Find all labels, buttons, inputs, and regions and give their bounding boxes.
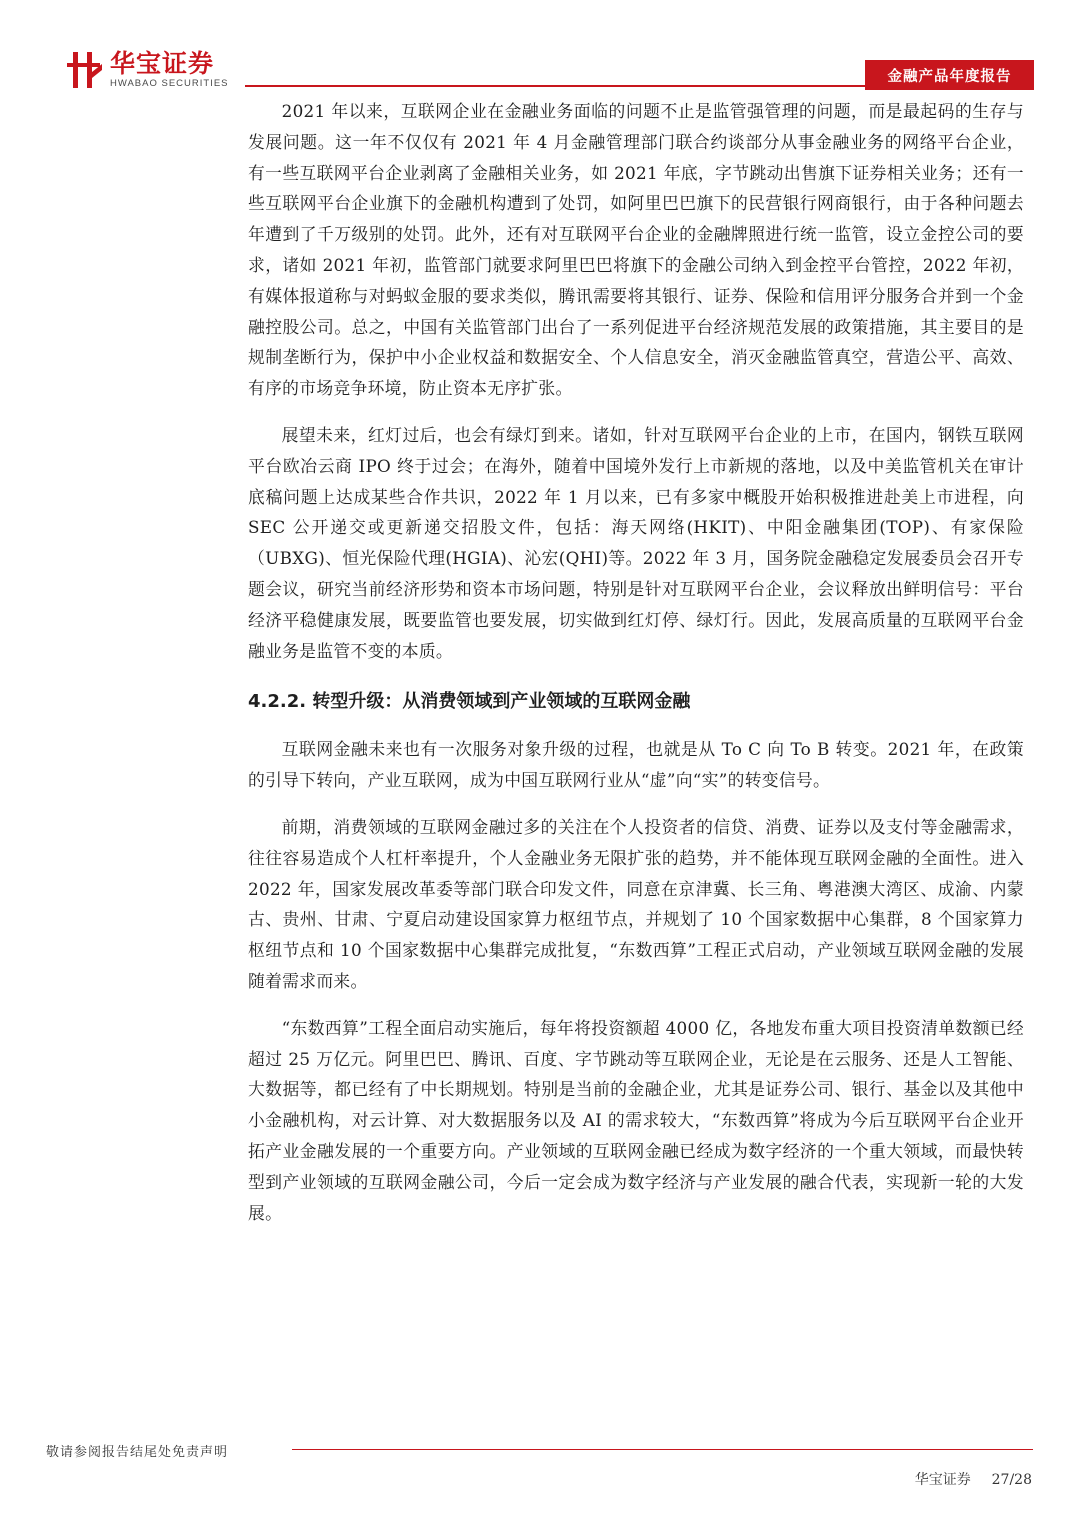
body-paragraph: 2021 年以来，互联网企业在金融业务面临的问题不止是监管强管理的问题，而是最起码的生存与发展问题。这一年不仅仅有 2021 年 4 月金融管理部门联合约谈部分从事金融业务的网络平台企业，有一些互联网平台企业剥离了金融相关业务，如 2021 年底，字节跳动出售旗下证券相关业务；还有一些互联网平台企业旗下的金融机构遭到了处罚，如阿里巴巴旗下的民营银行网商银行，由于各种问题去年遭到了千万级别的处罚。此外，还有对互联网平台企业的金融牌照进行统一监管，设立金控公司的要求，诸如 2021 年初，监管部门就要求阿里巴巴将旗下的金融公司纳入到金控平台管控，2022 年初，有媒体报道称与对蚂蚁金服的要求类似，腾讯需要将其银行、证券、保险和信用评分服务合并到一个金融控股公司。总之，中国有关监管部门出台了一系列促进平台经济规范发展的政策措施，其主要目的是规制垄断行为，保护中小企业权益和数据安全、个人信息安全，消灭金融监管真空，营造公平、高效、有序的市场竞争环境，防止资本无序扩张。 [248, 101, 1024, 399]
header-divider [245, 85, 865, 87]
page-header [0, 0, 1080, 100]
body-paragraph: 前期，消费领域的互联网金融过多的关注在个人投资者的信贷、消费、证券以及支付等金融需求，往往容易造成个人杠杆率提升，个人金融业务无限扩张的趋势，并不能体现互联网金融的全面性。进入 2022 年，国家发展改革委等部门联合印发文件，同意在京津冀、长三角、粤港澳大湾区、成渝、内蒙古、贵州、甘肃、宁夏启动建设国家算力枢纽节点，并规划了 10 个国家数据中心集群，8 个国家算力枢纽节点和 10 个国家数据中心集群完成批复，“东数西算”工程正式启动，产业领域互联网金融的发展随着需求而来。 [248, 816, 1024, 991]
footer-divider [292, 1449, 1033, 1450]
logo-mark-icon [66, 50, 104, 90]
body-paragraph: 互联网金融未来也有一次服务对象升级的过程，也就是从 To C 向 To B 转变。2021 年，在政策的引导下转向，产业互联网，成为中国互联网行业从“虚”向“实”的转变信号。 [248, 739, 1024, 791]
section-heading: 4.2.2. 转型升级：从消费领域到产业领域的互联网金融 [248, 691, 691, 713]
body-paragraph: “东数西算”工程全面启动实施后，每年将投资额超 4000 亿，各地发布重大项目投资清单数额已经超过 25 万亿元。阿里巴巴、腾讯、百度、字节跳动等互联网企业，无论是在云服务、还是人工智能、大数据等，都已经有了中长期规划。特别是当前的金融企业，尤其是证券公司、银行、基金以及其他中小金融机构，对云计算、对大数据服务以及 AI 的需求较大，“东数西算”将成为今后互联网平台企业开拓产业金融发展的一个重要方向。产业领域的互联网金融已经成为数字经济的一个重大领域，而最快转型到产业领域的互联网金融公司，今后一定会成为数字经济与产业发展的融合代表，实现新一轮的大发展。 [248, 1017, 1024, 1223]
body-paragraph: 展望未来，红灯过后，也会有绿灯到来。诸如，针对互联网平台企业的上市，在国内，钢铁互联网平台欧冶云商 IPO 终于过会；在海外，随着中国境外发行上市新规的落地，以及中美监管机关在审计底稿问题上达成某些合作共识，2022 年 1 月以来，已有多家中概股开始积极推进赴美上市进程，向 SEC 公开递交或更新递交招股文件，包括：海天网络(HKIT)、中阳金融集团(TOP)、有家保险（UBXG)、恒光保险代理(HGIA)、沁宏(QHI)等。2022 年 3 月，国务院金融稳定发展委员会召开专题会议，研究当前经济形势和资本市场问题，特别是针对互联网平台企业，会议释放出鲜明信号：平台经济平稳健康发展，既要监管也要发展，切实做到红灯停、绿灯行。因此，发展高质量的互联网平台金融业务是监管不变的本质。 [248, 424, 1024, 661]
footer-page-info [915, 1469, 1032, 1489]
footer-company: 华宝证券 [914, 1472, 971, 1488]
logo-english-name: HWABAO SECURITIES [110, 78, 229, 89]
logo-chinese-name: 华宝证券 [110, 49, 215, 78]
main-content [248, 96, 1024, 1244]
company-logo [66, 50, 229, 90]
footer-disclaimer: 敬请参阅报告结尾处免责声明 [46, 1445, 229, 1460]
report-type-tag: 金融产品年度报告 [865, 60, 1034, 90]
page-number: 27/28 [991, 1472, 1032, 1488]
